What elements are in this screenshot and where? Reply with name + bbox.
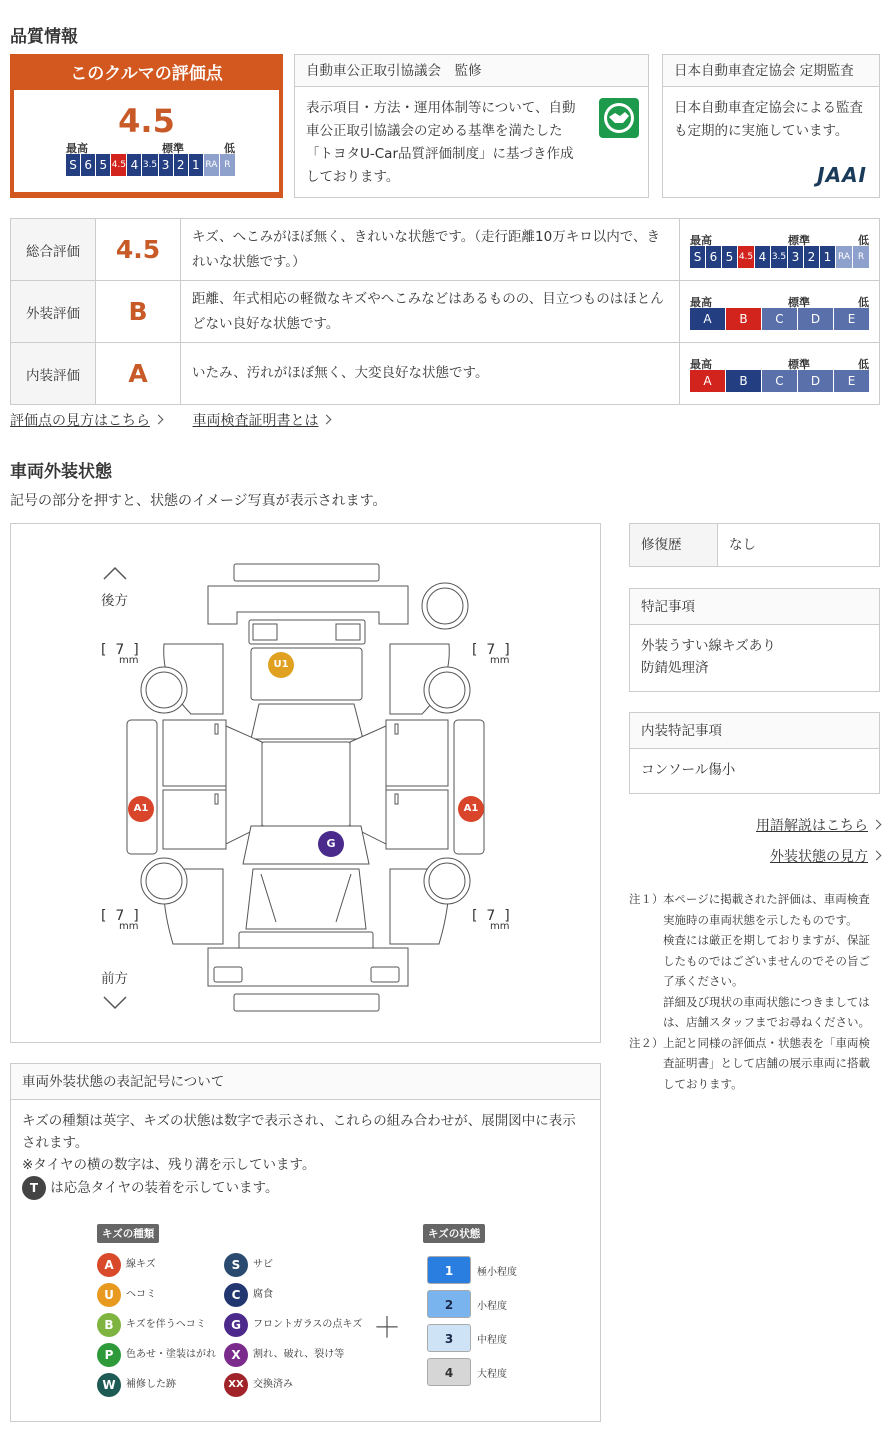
rear-label: 後方 — [101, 593, 128, 609]
damage-state-item — [427, 1324, 517, 1358]
eval-grade: 4.5 — [96, 219, 181, 281]
scale-cell: A — [690, 308, 725, 330]
scale-cell: S — [690, 246, 705, 268]
tread-front-right: [ 7 ] mm — [472, 908, 510, 932]
scale-cell: 3.5 — [142, 154, 157, 176]
damage-state-number: 4 — [427, 1358, 471, 1386]
note-line: 詳細及び現状の車両状態につきましては — [663, 994, 870, 1009]
special-notes-panel — [629, 588, 880, 692]
overall-score: 4.5 — [118, 102, 175, 140]
handshake-logo-icon — [598, 97, 640, 139]
damage-type-label: 交換済み — [253, 1379, 293, 1390]
terms-link-row — [756, 815, 880, 835]
damage-type-icon: P — [97, 1343, 121, 1367]
damage-type-label: キズを伴うヘコミ — [126, 1319, 206, 1330]
eval-label: 外装評価 — [11, 281, 96, 343]
section-title-exterior: 車両外装状態 — [10, 462, 112, 482]
repair-history-label: 修復歴 — [630, 524, 718, 566]
note-line: 実施時の車両状態を示したものです。 — [663, 912, 858, 927]
legend-title: 車両外装状態の表記記号について — [11, 1064, 600, 1100]
note-line: 査証明書」として店舗の展示車両に搭載 — [663, 1056, 870, 1070]
scale-cell: C — [762, 370, 797, 392]
exterior-subtitle: 記号の部分を押すと、状態のイメージ写真が表示されます。 — [10, 493, 387, 509]
label-high: 最高 — [66, 142, 88, 155]
scale-cell: E — [834, 370, 869, 392]
damage-type-icon: C — [224, 1283, 248, 1307]
eval-grade: B — [96, 281, 181, 343]
label-high: 最高 — [690, 295, 712, 309]
repair-history-row — [629, 523, 880, 567]
scale-cell: 4.5 — [111, 154, 126, 176]
exterior-guide-link-row — [770, 846, 880, 866]
panel-jada — [294, 54, 649, 198]
eval-scale — [680, 281, 880, 343]
damage-state-number: 2 — [427, 1290, 471, 1318]
damage-type-label: 割れ、破れ、裂け等 — [253, 1349, 345, 1360]
damage-state-number: 3 — [427, 1324, 471, 1352]
damage-type-item — [97, 1340, 216, 1370]
types-tag: キズの種類 — [97, 1224, 159, 1243]
damage-type-icon: X — [224, 1343, 248, 1367]
damage-type-icon: XX — [224, 1373, 248, 1397]
scale-cell: 1 — [189, 154, 203, 176]
legend-text-1: キズの種類は英字、キズの状態は数字で表示され、これらの組み合わせが、展開図中に表示されます。 — [22, 1113, 576, 1151]
damage-type-icon: B — [97, 1313, 121, 1337]
damage-type-icon: G — [224, 1313, 248, 1337]
car-outline — [11, 524, 600, 1042]
label-low: 低 — [224, 142, 235, 155]
damage-type-icon: U — [97, 1283, 121, 1307]
scale-cell: S — [66, 154, 80, 176]
scale-cell: 5 — [722, 246, 737, 268]
special-note-item: 外装うすい線キズあり — [641, 638, 776, 654]
damage-type-item — [97, 1280, 216, 1310]
damage-states — [427, 1256, 517, 1392]
eval-row — [11, 343, 880, 405]
legend-text-3: は応急タイヤの装着を示しています。 — [50, 1180, 279, 1196]
note-line: 上記と同様の評価点・状態表を「車両検 — [663, 1035, 870, 1050]
damage-state-item — [427, 1358, 517, 1392]
eval-desc: いたみ、汚れがほぼ無く、大変良好な状態です。 — [181, 343, 680, 405]
scale-cell: 6 — [81, 154, 95, 176]
panel-jada-title: 自動車公正取引協議会 監修 — [295, 55, 648, 87]
eval-desc: 距離、年式相応の軽微なキズやへこみなどはあるものの、目立つものはほとんどない良好な状態です。 — [181, 281, 680, 343]
damage-type-item — [224, 1250, 362, 1280]
damage-state-label: 小程度 — [477, 1300, 507, 1312]
exterior-diagram — [10, 523, 601, 1043]
damage-type-label: 色あせ・塗装はがれ — [126, 1349, 216, 1360]
scale-cell: RA — [836, 246, 852, 268]
scale-cell: 6 — [706, 246, 721, 268]
score-box-title: このクルマの評価点 — [70, 64, 223, 84]
tread-rear-left: [ 7 ] mm — [101, 642, 139, 666]
scale-cell: 1 — [820, 246, 835, 268]
panel-jaai-body: 日本自動車査定協会による監査も定期的に実施しています。 — [674, 100, 863, 139]
damage-type-item — [97, 1310, 216, 1340]
note-1: 注１） 本ページに掲載された評価は、車両検査 実施時の車両状態を示したものです。 検査には厳正を期しておりますが、保証 したものではございませんのでその旨ご 了承ください。 詳細及び現状の車両状態につきましては は、店舗スタッフまでお尋ねください。 — [629, 889, 880, 1033]
front-label: 前方 — [101, 971, 128, 987]
eval-label: 内装評価 — [11, 343, 96, 405]
damage-type-label: フロントガラスの点キズ — [253, 1319, 363, 1330]
panel-jada-body: 表示項目・方法・運用体制等について、自動車公正取引協議会の定める基準を満たした「トヨタU-Car品質評価制度」に基づき作成しております。 — [306, 100, 576, 185]
damage-marker-g[interactable]: G — [318, 831, 344, 857]
interior-notes-value: コンソール傷小 — [641, 762, 736, 778]
chevron-right-icon — [154, 415, 164, 425]
chevron-right-icon — [322, 415, 332, 425]
panel-jaai — [662, 54, 880, 198]
damage-types-left — [97, 1250, 216, 1400]
label-std: 標準 — [788, 357, 810, 371]
special-note-item: 防錆処理済 — [641, 660, 709, 676]
eval-grade: A — [96, 343, 181, 405]
terms-link[interactable]: 用語解説はこちら — [756, 818, 868, 834]
damage-marker-a1-left[interactable]: A1 — [128, 796, 154, 822]
damage-type-label: サビ — [253, 1259, 273, 1270]
label-std: 標準 — [162, 142, 184, 155]
damage-type-label: 腐食 — [253, 1289, 273, 1300]
damage-state-label: 中程度 — [477, 1334, 507, 1346]
interior-notes-panel — [629, 712, 880, 794]
vehicle-score-box — [10, 54, 283, 198]
tread-rear-right: [ 7 ] mm — [472, 642, 510, 666]
eval-scale — [680, 219, 880, 281]
label-low: 低 — [858, 233, 869, 247]
interior-notes-title: 内装特記事項 — [630, 713, 879, 749]
note-line: は、店舗スタッフまでお尋ねください。 — [663, 1015, 870, 1029]
damage-type-item — [224, 1280, 362, 1310]
legend-panel — [10, 1063, 601, 1422]
note-line: したものではございませんのでその旨ご — [663, 953, 870, 968]
damage-type-item — [97, 1370, 216, 1400]
damage-type-label: 線キズ — [126, 1259, 156, 1270]
damage-type-item — [224, 1310, 362, 1340]
damage-type-icon: W — [97, 1373, 121, 1397]
damage-type-item — [224, 1370, 362, 1400]
notes — [629, 889, 880, 1094]
note-line: しております。 — [663, 1076, 743, 1091]
damage-type-icon: A — [97, 1253, 121, 1277]
label-std: 標準 — [788, 295, 810, 309]
scale-cell: 4 — [755, 246, 770, 268]
scale-cell: 4.5 — [738, 246, 754, 268]
scale-cell: B — [726, 308, 761, 330]
special-notes-title: 特記事項 — [630, 589, 879, 625]
scale-cell: 3 — [159, 154, 173, 176]
scale-cell: RA — [204, 154, 219, 176]
label-low: 低 — [858, 295, 869, 309]
note-line: 了承ください。 — [663, 974, 744, 988]
scale-cell: 3.5 — [771, 246, 787, 268]
damage-type-item — [224, 1340, 362, 1370]
section-title-quality: 品質情報 — [10, 27, 78, 47]
panel-jaai-title: 日本自動車査定協会 定期監査 — [663, 55, 879, 87]
exterior-guide-link[interactable]: 外装状態の見方 — [770, 849, 868, 865]
damage-state-label: 極小程度 — [477, 1266, 517, 1278]
label-high: 最高 — [690, 357, 712, 371]
scale-cell: C — [762, 308, 797, 330]
scale-cell: E — [834, 308, 869, 330]
plus-sign: ＋ — [373, 1311, 402, 1344]
eval-scale — [680, 343, 880, 405]
damage-type-label: ヘコミ — [126, 1289, 156, 1300]
note-line: 検査には厳正を期しておりますが、保証 — [663, 933, 870, 947]
link-row — [10, 410, 330, 430]
certificate-link[interactable]: 車両検査証明書とは — [192, 413, 319, 429]
eval-desc: キズ、へこみがほぼ無く、きれいな状態です。（走行距離10万キロ以内で、きれいな状態です。） — [181, 219, 680, 281]
scale-cell: 3 — [788, 246, 803, 268]
scale-cell: B — [726, 370, 761, 392]
damage-state-item — [427, 1256, 517, 1290]
damage-type-icon: S — [224, 1253, 248, 1277]
scale-cell: 5 — [96, 154, 110, 176]
repair-history-value: なし — [729, 537, 756, 553]
score-guide-link[interactable]: 評価点の見方はこちら — [10, 413, 150, 429]
damage-state-number: 1 — [427, 1256, 471, 1284]
eval-label: 総合評価 — [11, 219, 96, 281]
damage-types-right — [224, 1250, 362, 1400]
eval-row — [11, 281, 880, 343]
damage-state-label: 大程度 — [477, 1368, 507, 1380]
legend-text-2: ※タイヤの横の数字は、残り溝を示しています。 — [22, 1157, 316, 1173]
label-high: 最高 — [690, 233, 712, 247]
scale-cell: R — [853, 246, 869, 268]
jaai-logo: JAAI — [817, 163, 867, 187]
scale-cell: D — [798, 370, 833, 392]
damage-type-item — [97, 1250, 216, 1280]
label-std: 標準 — [788, 233, 810, 247]
damage-marker-u1[interactable]: U1 — [268, 652, 294, 678]
damage-state-item — [427, 1290, 517, 1324]
damage-marker-a1-right[interactable]: A1 — [458, 796, 484, 822]
scale-cell: R — [220, 154, 235, 176]
note-2: 注２） 上記と同様の評価点・状態表を「車両検 査証明書」として店舗の展示車両に搭載 しております。 — [629, 1033, 880, 1095]
chevron-right-icon — [872, 820, 882, 830]
chevron-right-icon — [872, 851, 882, 861]
spare-tire-icon: T — [22, 1176, 46, 1200]
states-tag: キズの状態 — [423, 1224, 485, 1243]
note-line: 本ページに掲載された評価は、車両検査 — [663, 892, 870, 906]
scale-cell: A — [690, 370, 725, 392]
scale-cell: D — [798, 308, 833, 330]
scale-cell: 4 — [127, 154, 141, 176]
scale-cell: 2 — [804, 246, 819, 268]
damage-type-label: 補修した跡 — [126, 1379, 176, 1390]
score-scale — [66, 154, 235, 176]
scale-labels — [66, 140, 235, 154]
eval-row — [11, 219, 880, 281]
tread-front-left: [ 7 ] mm — [101, 908, 139, 932]
evaluation-table — [10, 218, 880, 405]
label-low: 低 — [858, 357, 869, 371]
scale-cell: 2 — [174, 154, 188, 176]
